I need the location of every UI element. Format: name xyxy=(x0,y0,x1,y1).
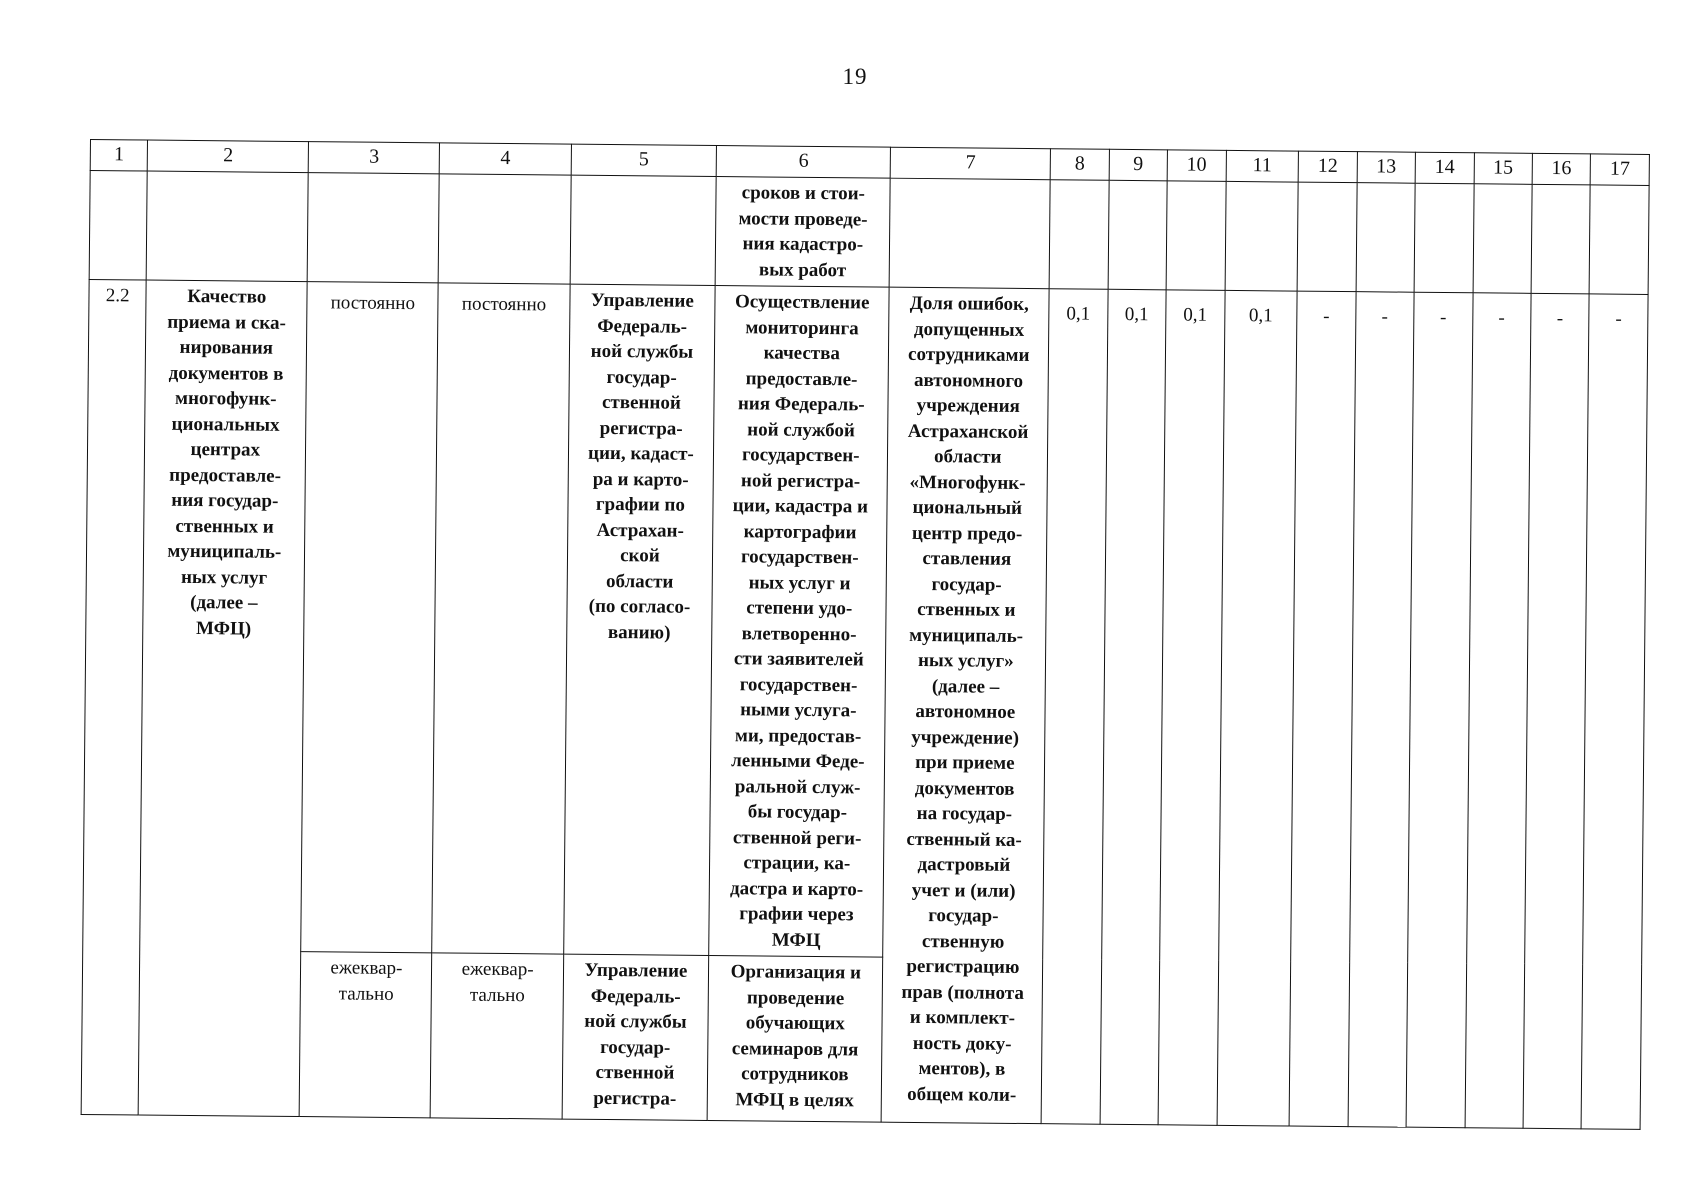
empty-cell xyxy=(1297,182,1356,292)
col-number: 17 xyxy=(1591,154,1650,186)
value-cell: - xyxy=(1289,291,1355,1127)
empty-cell xyxy=(146,171,308,282)
plan-table xyxy=(81,139,1650,1130)
empty-cell xyxy=(1225,181,1299,291)
value-cell: - xyxy=(1523,293,1589,1129)
continuation-row xyxy=(89,171,1649,295)
col-number: 2 xyxy=(148,140,309,173)
indicator-cell: Качество приема и ска- нирования документов в многофунк- циональных центрах предоставле- ния государ- ственных и муниципаль- ных услуг (далее – МФЦ) xyxy=(138,280,307,1117)
empty-cell xyxy=(89,171,147,281)
empty-cell xyxy=(1473,184,1532,294)
col-number: 8 xyxy=(1050,149,1109,181)
empty-cell xyxy=(1049,180,1108,290)
value-cell: - xyxy=(1581,294,1648,1130)
col-number: 14 xyxy=(1415,152,1474,184)
col-number: 13 xyxy=(1357,152,1416,184)
col-number: 7 xyxy=(891,147,1051,180)
col-number: 12 xyxy=(1298,151,1357,183)
plan-table-wrapper xyxy=(81,139,1650,1119)
period-cell: постоянно xyxy=(301,282,439,953)
empty-cell xyxy=(890,178,1051,289)
value-cell: 0,1 xyxy=(1158,290,1224,1126)
col-number: 15 xyxy=(1474,153,1533,185)
continued-event-cell: сроков и стои- мости проведе- ния кадастро- вых работ xyxy=(715,177,890,288)
empty-cell xyxy=(1356,183,1415,293)
empty-cell xyxy=(307,173,439,283)
empty-cell xyxy=(1589,185,1649,295)
event-cell: Осуществление мониторинга качества предоставле- ния Федераль- ной службой государствен- ной регистра- ции, кадастра и картографии государствен- ных услуг и степени удо- влетворенно- сти заявителей государствен- ными услуга- ми, предостав- ленными Феде- ральной служ- бы государ- ственной реги- страции, ка- дастра и карто- графии через МФЦ xyxy=(709,286,890,958)
col-number: 16 xyxy=(1532,153,1591,185)
value-cell: 0,1 xyxy=(1041,289,1107,1125)
page-number: 19 xyxy=(842,64,868,89)
measure-cell: Доля ошибок, допущенных сотрудниками автономного учреждения Астраханской области «Многофунк- циональный центр предо- ставления государ- ственных и муниципаль- ных услуг» (далее – автономное учреждение) при приеме документов на государ- ственный ка- дастровый учет и (или) государ- ственную регистрацию прав (полнота и комплект- ность доку- ментов), в общем коли- xyxy=(881,287,1049,1123)
col-number: 11 xyxy=(1226,150,1299,182)
responsible-cell: Управление Федераль- ной службы государ- ственной регистра- ции, кадаст- ра и карто- графии по Астрахан- ской области (по согласо- ванию) xyxy=(563,284,715,955)
period-cell: постоянно xyxy=(432,283,570,954)
empty-cell xyxy=(1531,184,1590,294)
event-cell: Организация и проведение обучающих семинаров для сотрудников МФЦ в целях xyxy=(707,955,883,1122)
row-number: 2.2 xyxy=(81,279,146,1115)
empty-cell xyxy=(570,175,717,285)
value-cell: - xyxy=(1406,292,1472,1128)
col-number: 1 xyxy=(90,140,148,172)
responsible-cell: Управление Федераль- ной службы государ- ственной регистра- xyxy=(562,954,709,1120)
value-cell: 0,1 xyxy=(1100,289,1166,1125)
empty-cell xyxy=(1166,181,1225,291)
period-cell: ежеквар- тально xyxy=(431,953,564,1119)
col-number: 5 xyxy=(571,144,717,176)
col-number: 3 xyxy=(308,142,439,174)
empty-cell xyxy=(439,174,571,284)
value-cell: - xyxy=(1348,292,1414,1128)
col-number: 9 xyxy=(1109,149,1168,181)
col-number: 10 xyxy=(1167,150,1226,182)
empty-cell xyxy=(1414,183,1473,293)
col-number: 6 xyxy=(716,146,890,179)
value-cell: 0,1 xyxy=(1217,290,1298,1126)
table-row-2-2 xyxy=(83,279,1648,964)
period-cell: ежеквар- тально xyxy=(299,952,432,1118)
value-cell: - xyxy=(1465,293,1531,1129)
col-number: 4 xyxy=(440,143,571,175)
empty-cell xyxy=(1108,180,1167,290)
